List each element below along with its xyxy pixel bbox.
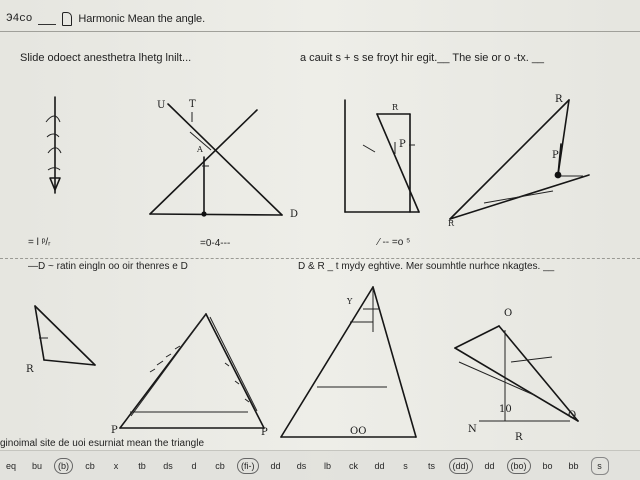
diagram-8-label-10: 10 — [499, 404, 512, 415]
toolbar-item-19[interactable]: dd — [484, 460, 495, 471]
toolbar-item-20[interactable]: (bo) — [507, 458, 531, 474]
toolbar-item-2[interactable]: bu — [31, 460, 42, 471]
diagram-2-label-d: D — [290, 209, 299, 220]
toolbar-item-13[interactable]: lb — [323, 460, 331, 471]
toolbar-item-21[interactable]: bo — [542, 460, 553, 471]
toolbar-item-23[interactable]: s — [591, 457, 609, 475]
diagram-4-label-r: R — [555, 94, 563, 105]
diagram-3-label-mid: P — [399, 139, 406, 150]
toolbar-item-5[interactable]: x — [113, 460, 119, 471]
result-1: = l ᵖ/ᵣ — [28, 237, 51, 248]
toolbar-item-4[interactable]: cb — [85, 460, 95, 471]
diagram-8 — [448, 300, 608, 443]
bottom-caption: ginoimal site de uoi esurniat mean the triangle — [0, 438, 205, 449]
diagram-3-label-top: R — [392, 103, 399, 112]
diagram-8-label-r: R — [515, 432, 523, 443]
toolbar-item-7[interactable]: ds — [163, 460, 173, 471]
toolbar-item-1[interactable]: eq — [5, 460, 16, 471]
diagram-4 — [445, 92, 615, 232]
document-icon — [62, 12, 72, 26]
diagram-4-label-p: P — [552, 150, 559, 161]
diagram-2 — [142, 92, 312, 232]
toolbar-item-17[interactable]: ts — [427, 460, 435, 471]
toolbar-item-9[interactable]: cb — [215, 460, 225, 471]
diagram-5-label-r: R — [26, 364, 34, 375]
diagram-3 — [333, 100, 443, 225]
toolbar-item-6[interactable]: tb — [138, 460, 146, 471]
toolbar-item-12[interactable]: ds — [296, 460, 307, 471]
diagram-7 — [275, 282, 435, 442]
toolbar-item-8[interactable]: d — [191, 460, 197, 471]
toolbar-item-22[interactable]: bb — [568, 460, 579, 471]
left-prompt: Slide odoect anesthetra lhetg lnilt... — [20, 52, 192, 64]
toolbar-item-15[interactable]: dd — [374, 460, 385, 471]
right-prompt: a cauit s + s se froyt hir egit.__ The sie or o -tx. __ — [300, 52, 545, 64]
diagram-7-label-bottom: OO — [350, 426, 367, 437]
toolbar-item-14[interactable]: ck — [349, 460, 358, 471]
diagram-2-label-t: T — [189, 99, 196, 110]
diagram-2-label-u: U — [157, 100, 166, 111]
diagram-8-label-o: O — [568, 410, 577, 421]
result-3: ⁄ -- =o ⁵ — [378, 237, 411, 248]
diagram-6 — [108, 310, 278, 445]
page-id: Э4со — [6, 13, 33, 25]
worksheet-header — [6, 8, 205, 30]
diagram-8-label-top: O — [504, 308, 513, 319]
header-blank — [38, 14, 56, 25]
diagram-6-label-left: P — [111, 425, 118, 436]
toolbar-item-10[interactable]: (fi-) — [237, 458, 259, 474]
diagram-4-label-bottom: R — [448, 219, 455, 228]
left-section-prompt: —D ~ ratin eingln oo oir thenres e D — [28, 261, 188, 272]
toolbar-item-18[interactable]: (dd) — [449, 458, 473, 474]
toolbar-item-16[interactable]: s — [403, 460, 408, 471]
right-section-prompt: D & R _ t mydy eghtive. Mer soumhtle nurhce nkagtes. __ — [298, 261, 555, 272]
toolbar-item-3[interactable]: (b) — [54, 458, 73, 474]
toolbar-item-11[interactable]: dd — [270, 460, 281, 471]
header-divider — [0, 31, 640, 32]
worksheet-title: Harmonic Mean the angle. — [78, 13, 206, 25]
diagram-8-label-n: N — [468, 424, 477, 435]
diagram-5 — [25, 300, 115, 380]
diagram-2-label-a: A — [197, 145, 203, 154]
section-divider — [0, 258, 640, 259]
result-2: =0-4--- — [200, 238, 231, 249]
diagram-6-label-right: P — [261, 427, 268, 438]
diagram-7-label-y: Y — [347, 297, 353, 306]
bottom-toolbar — [0, 450, 640, 480]
